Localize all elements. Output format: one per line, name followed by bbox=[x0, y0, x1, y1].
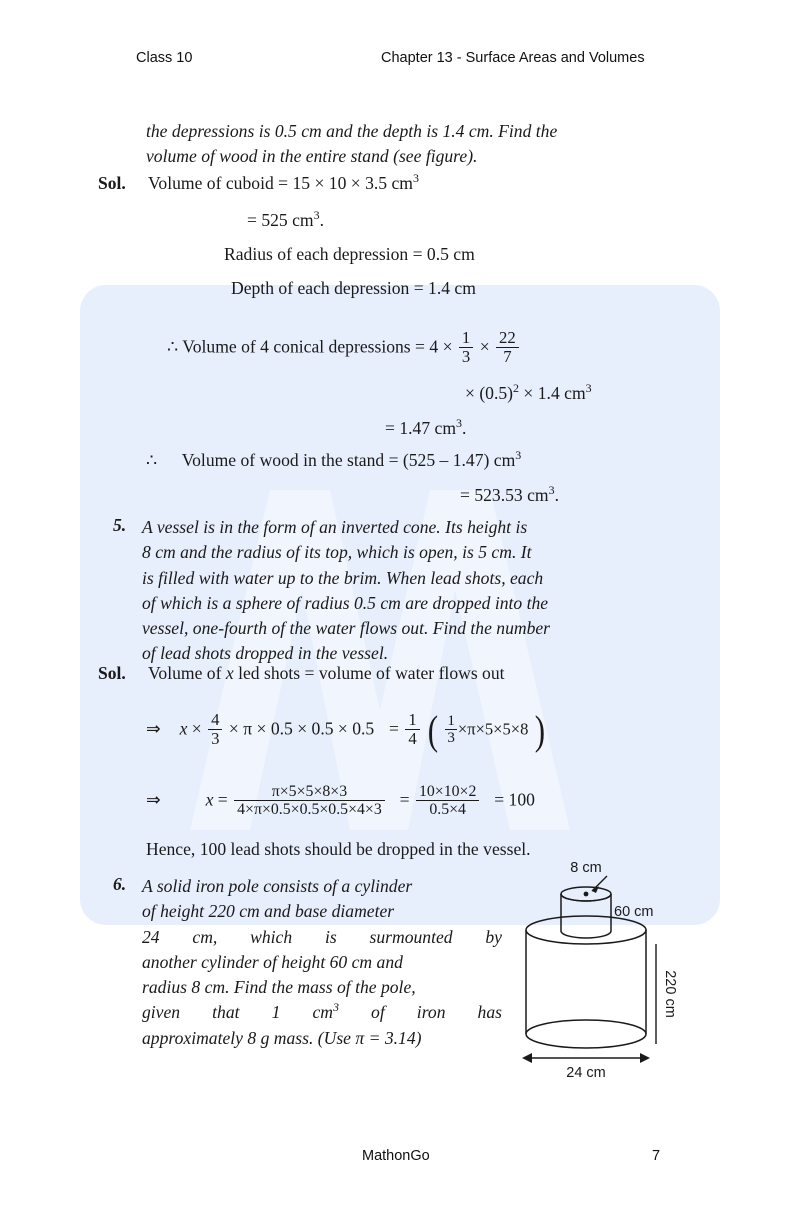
question-6-line: approximately 8 g mass. (Use π = 3.14) bbox=[142, 1027, 422, 1048]
header-chapter-title: Chapter 13 - Surface Areas and Volumes bbox=[381, 50, 645, 66]
question-5-line: vessel, one-fourth of the water flows out. Find the number bbox=[142, 618, 551, 639]
question-5-line: of lead shots dropped in the vessel. bbox=[142, 643, 389, 664]
result-147-exp: 3 bbox=[456, 416, 462, 431]
question-6-text bbox=[142, 874, 502, 1051]
fraction-one-fourth: $\frac{1}{4}$ bbox=[405, 711, 419, 748]
question-6-line-with-exponent bbox=[142, 1000, 502, 1025]
conical-label: Volume of 4 conical depressions = bbox=[182, 336, 425, 357]
page-footer bbox=[0, 1148, 800, 1170]
conical-result-line bbox=[385, 418, 466, 439]
times-symbol-b: × bbox=[479, 336, 490, 357]
eq2-answer: 100 bbox=[508, 789, 535, 810]
question-5-text bbox=[142, 515, 698, 667]
cuboid-result: = 525 cm bbox=[247, 210, 314, 230]
eq1-middle-terms: × π × 0.5 × 0.5 × 0.5 bbox=[228, 718, 375, 739]
question-6-number: 6. bbox=[113, 874, 127, 894]
depth-of-depression-line: Depth of each depression = 1.4 cm bbox=[231, 278, 476, 298]
eq1-times-1: × bbox=[191, 718, 202, 739]
intro-part-b: led shots = volume of water flows out bbox=[233, 663, 505, 683]
question-5-number: 5. bbox=[113, 515, 127, 535]
question-6-line: radius 8 cm. Find the mass of the pole, bbox=[142, 977, 416, 998]
result-147-period: . bbox=[462, 418, 467, 438]
second-line-rest: × 1.4 cm bbox=[523, 383, 586, 403]
inner-fraction-one-third: $\frac{1}{3}$ bbox=[447, 712, 455, 747]
wood-volume-line bbox=[146, 450, 521, 471]
eq2-variable-x: x bbox=[205, 789, 214, 810]
wood-result-period: . bbox=[554, 485, 559, 505]
label-60cm: 60 cm bbox=[614, 904, 654, 920]
therefore-symbol-1: ∴ bbox=[167, 336, 179, 357]
base-arrow-left bbox=[522, 1053, 532, 1063]
q6-line6-a: given that 1 $cm^3$ of iron has bbox=[142, 1000, 502, 1023]
question-5-line: 8 cm and the radius of its top, which is open, is 5 cm. It bbox=[142, 542, 532, 563]
large-cylinder-top-ellipse bbox=[526, 916, 646, 944]
conical-second-line bbox=[465, 383, 592, 404]
second-line-rest-exp: 3 bbox=[585, 381, 592, 396]
label-220cm: 220 cm bbox=[662, 970, 678, 1018]
solution-5-equation-1: ⇒ x × $\frac{4}{3}$ × π × 0.5 × 0.5 × 0.5 = $\frac{1}{4}$ ( $\frac{1}{3}$ ×π×5×5×8 ) bbox=[146, 706, 545, 753]
conical-depressions-line bbox=[167, 330, 521, 367]
fraction-four-thirds: $\frac{4}{3}$ bbox=[208, 711, 222, 748]
conical-factor: 4 bbox=[429, 336, 439, 357]
footer-brand: MathonGo bbox=[362, 1148, 430, 1164]
eq1-inner-rest: ×π×5×5×8 bbox=[457, 719, 529, 739]
question-6-line: of height 220 cm and base diameter bbox=[142, 901, 395, 922]
small-cylinder-center-dot bbox=[584, 892, 589, 897]
base-arrow-right bbox=[640, 1053, 650, 1063]
continued-line-1: the depressions is 0.5 cm and the depth is 1.4 cm. Find the bbox=[146, 121, 558, 141]
cuboid-value: 15 × 10 × 3.5 cm bbox=[292, 173, 413, 193]
times-symbol-a: × bbox=[442, 336, 453, 357]
question-6-line: another cylinder of height 60 cm and bbox=[142, 951, 403, 972]
wood-result: = 523.53 cm bbox=[460, 485, 549, 505]
question-5-line: of which is a sphere of radius 0.5 cm are dropped into the bbox=[142, 592, 549, 613]
cuboid-label: Volume of cuboid = bbox=[148, 173, 289, 193]
eq1-equals: = bbox=[389, 718, 399, 739]
radius-of-depression-line: Radius of each depression = 0.5 cm bbox=[224, 244, 475, 264]
solution-4-cuboid-result bbox=[247, 210, 324, 231]
wood-label: Volume of wood in the stand = (525 – 1.47) cm bbox=[181, 450, 516, 470]
wood-label-exp: 3 bbox=[515, 448, 522, 463]
result-147: = 1.47 cm bbox=[385, 418, 457, 438]
second-line-exp: 2 bbox=[513, 381, 520, 396]
iron-pole-figure bbox=[508, 862, 698, 1087]
q6-exponent: 3 bbox=[333, 1000, 339, 1015]
fraction-twentytwo-sevenths: $\frac{22}{7}$ bbox=[496, 329, 519, 366]
implies-arrow-2: ⇒ bbox=[146, 789, 161, 810]
variable-x: x bbox=[225, 663, 234, 683]
footer-page-number: 7 bbox=[652, 1148, 661, 1164]
cuboid-result-exponent: 3 bbox=[313, 208, 320, 223]
solution-5-hence-line: Hence, 100 lead shots should be dropped in the vessel. bbox=[146, 839, 531, 859]
fraction-expression-right: $\frac{10\times 10\times 2}{0.5\times 4}$ bbox=[416, 783, 479, 818]
eq1-variable-x: x bbox=[179, 718, 188, 739]
question-6-line: A solid iron pole consists of a cylinder bbox=[142, 876, 413, 896]
label-8cm: 8 cm bbox=[570, 862, 602, 876]
solution-4-tag: Sol. bbox=[98, 173, 126, 193]
label-24cm: 24 cm bbox=[566, 1065, 606, 1081]
header-class-label: Class 10 bbox=[136, 50, 193, 66]
solution-5-equation-2 bbox=[146, 784, 535, 819]
cuboid-result-period: . bbox=[319, 210, 324, 230]
fraction-expression-left: $\frac{\pi\times 5\times 5\times 8\times 3}{4\times\pi\times 0.5\times 0.5\times 0.5\times 4\times 3}$ bbox=[234, 783, 385, 818]
question-5-line: A vessel is in the form of an inverted cone. Its height is bbox=[142, 517, 528, 537]
large-cylinder-bottom-ellipse bbox=[526, 1020, 646, 1048]
wood-result-exp: 3 bbox=[548, 483, 555, 498]
solution-5-intro bbox=[148, 663, 505, 684]
solution-4-cuboid-line bbox=[148, 173, 419, 194]
intro-part-a: Volume of bbox=[148, 663, 226, 683]
eq2-equals-2: = bbox=[399, 789, 410, 810]
therefore-symbol-2: ∴ bbox=[146, 450, 158, 470]
implies-arrow-1: ⇒ bbox=[146, 718, 161, 739]
cuboid-exponent: 3 bbox=[413, 171, 419, 186]
second-line-start: × (0.5) bbox=[465, 383, 514, 403]
continued-line-2: volume of wood in the entire stand (see figure). bbox=[146, 146, 478, 167]
solution-5-tag: Sol. bbox=[98, 663, 126, 683]
small-cylinder-base-arc bbox=[561, 931, 611, 938]
eq2-equals-1: = bbox=[217, 789, 228, 810]
page-header bbox=[0, 50, 800, 72]
continued-question-text bbox=[146, 119, 706, 170]
wood-result-line bbox=[460, 485, 559, 506]
question-6-line: 24 cm, which is surmounted by bbox=[142, 926, 502, 947]
fraction-one-third: $\frac{1}{3}$ bbox=[459, 329, 473, 366]
question-5-line: is filled with water up to the brim. When lead shots, each bbox=[142, 567, 544, 588]
eq2-equals-3: = bbox=[494, 789, 505, 810]
